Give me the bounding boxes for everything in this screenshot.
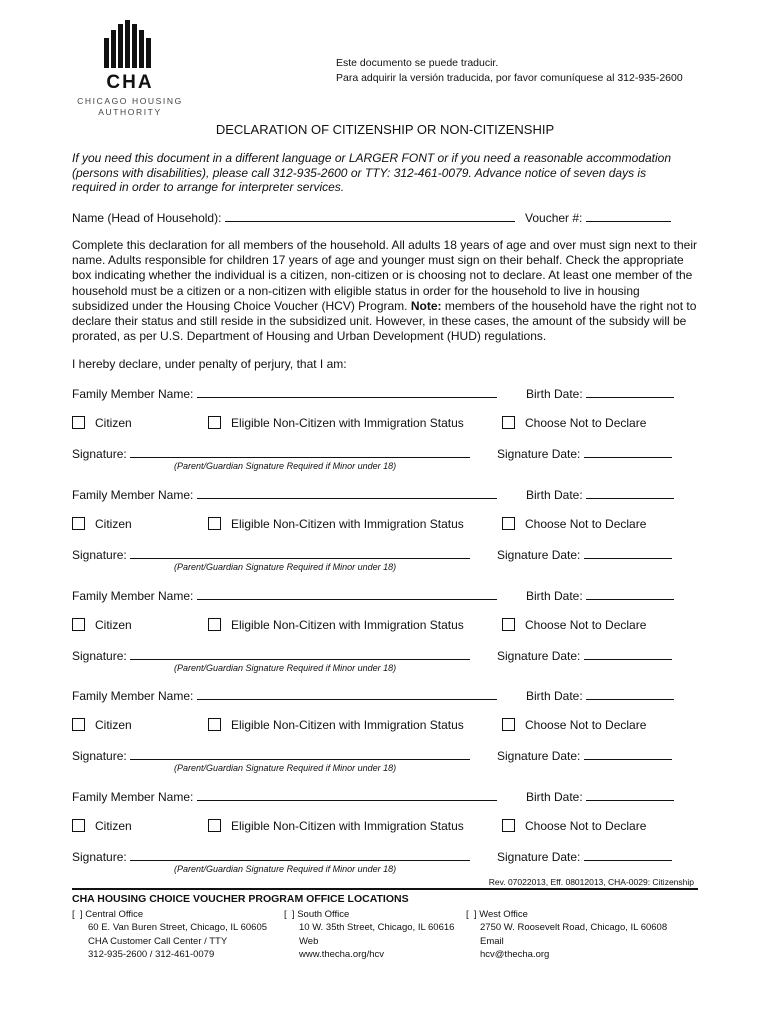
- signature-row: [72, 849, 470, 864]
- signature-date-field[interactable]: [584, 748, 672, 760]
- signature-date-row: [497, 446, 672, 461]
- head-name-label: Name (Head of Household):: [72, 211, 222, 225]
- signature-date-row: [497, 648, 672, 663]
- west-office: [ ] West Office 2750 W. Roosevelt Road, Chicago, IL 60608 Email hcv@thecha.org: [466, 909, 668, 960]
- eligible-label: Eligible Non-Citizen with Immigration Status: [231, 718, 464, 732]
- signature-date-field[interactable]: [584, 648, 672, 660]
- not-declare-checkbox[interactable]: [502, 618, 515, 631]
- signature-date-label: Signature Date:: [497, 749, 581, 763]
- instructions-text: [72, 238, 698, 344]
- signature-date-field[interactable]: [584, 547, 672, 559]
- option-eligible[interactable]: [208, 416, 464, 430]
- option-eligible[interactable]: [208, 517, 464, 531]
- member-name-field[interactable]: [197, 588, 497, 600]
- eligible-checkbox[interactable]: [208, 517, 221, 530]
- logo-text: CHA: [106, 72, 154, 93]
- signature-row: [72, 446, 470, 461]
- guardian-note: (Parent/Guardian Signature Required if Minor under 18): [174, 562, 397, 572]
- option-citizen[interactable]: [72, 819, 132, 833]
- signature-date-row: [497, 547, 672, 562]
- eligible-label: Eligible Non-Citizen with Immigration Status: [231, 416, 464, 430]
- instructions-part1: Complete this declaration for all members of the household. All adults 18 years of age and over must sign next to their name. Adults responsible for children 17 years of age and younger must sign on their behalf. Check the appropriate box indicating whether the individual is a citizen, non-citizen or is choosing not to declare. At least one member of the household must be a citizen or a non-citizen with eligible status in order for the household to live in housing subsidized under the Housing Choice Voucher (HCV) Program.: [72, 238, 698, 313]
- birth-date-label: Birth Date:: [526, 387, 583, 401]
- eligible-label: Eligible Non-Citizen with Immigration Status: [231, 819, 464, 833]
- eligible-checkbox[interactable]: [208, 718, 221, 731]
- signature-date-label: Signature Date:: [497, 850, 581, 864]
- option-not-declare[interactable]: [502, 819, 646, 833]
- birth-date-row: [526, 386, 674, 401]
- guardian-note: (Parent/Guardian Signature Required if Minor under 18): [174, 763, 397, 773]
- signature-label: Signature:: [72, 749, 127, 763]
- option-citizen[interactable]: [72, 718, 132, 732]
- instructions-part2: members of the household have the right not to declare their status and still reside in the subsidized unit. However, in these cases, the amount of the subsidy will be prorated, as per U.S. Department of Housing and Urban Development (HUD) regulations.: [72, 298, 697, 344]
- member-name-row: [72, 789, 497, 804]
- web-value[interactable]: www.thecha.org/hcv: [299, 948, 385, 960]
- member-name-row: [72, 386, 497, 401]
- not-declare-label: Choose Not to Declare: [525, 416, 647, 430]
- signature-label: Signature:: [72, 447, 127, 461]
- birth-date-row: [526, 789, 674, 804]
- member-name-row: [72, 487, 497, 502]
- cha-logo-icon: [104, 20, 156, 68]
- west-office-address: 2750 W. Roosevelt Road, Chicago, IL 60608: [480, 921, 668, 933]
- translate-note-2: Para adquirir la versión traducida, por favor comuníquese al 312-935-2600: [336, 72, 683, 84]
- revision-note: Rev. 07022013, Eff. 08012013, CHA-0029: Citizenship: [488, 877, 694, 887]
- logo-subtitle-2: AUTHORITY: [98, 107, 162, 117]
- central-office: [ ] Central Office 60 E. Van Buren Street, Chicago, IL 60605 CHA Customer Call Center / TTY 312-935-2600 / 312-461-0079: [72, 909, 268, 960]
- birth-date-field[interactable]: [586, 789, 674, 801]
- not-declare-checkbox[interactable]: [502, 416, 515, 429]
- south-office: [ ] South Office 10 W. 35th Street, Chicago, IL 60616 Web www.thecha.org/hcv: [284, 909, 455, 960]
- member-name-row: [72, 688, 497, 703]
- birth-date-row: [526, 487, 674, 502]
- head-name-row: [72, 210, 515, 225]
- member-name-field[interactable]: [197, 487, 497, 499]
- option-not-declare[interactable]: [502, 416, 646, 430]
- member-name-field[interactable]: [197, 386, 497, 398]
- central-office-address: 60 E. Van Buren Street, Chicago, IL 60605: [88, 921, 268, 933]
- option-not-declare[interactable]: [502, 517, 646, 531]
- eligible-label: Eligible Non-Citizen with Immigration Status: [231, 517, 464, 531]
- voucher-label: Voucher #:: [525, 211, 583, 225]
- birth-date-label: Birth Date:: [526, 790, 583, 804]
- web-label: Web: [299, 936, 319, 947]
- birth-date-label: Birth Date:: [526, 589, 583, 603]
- not-declare-checkbox[interactable]: [502, 517, 515, 530]
- signature-label: Signature:: [72, 548, 127, 562]
- voucher-row: [525, 210, 671, 225]
- birth-date-row: [526, 688, 674, 703]
- voucher-field[interactable]: [586, 210, 671, 222]
- birth-date-field[interactable]: [586, 588, 674, 600]
- signature-field[interactable]: [130, 547, 470, 559]
- signature-date-label: Signature Date:: [497, 649, 581, 663]
- intro-text: If you need this document in a different language or LARGER FONT or if you need a reasonable accommodation (persons with disabilities), please call 312-935-2600 or TTY: 312-461-0079. Advance notice of seven days is required in order to arrange for interpreter services.: [72, 151, 672, 194]
- not-declare-checkbox[interactable]: [502, 819, 515, 832]
- citizen-checkbox[interactable]: [72, 416, 85, 429]
- member-name-row: [72, 588, 497, 603]
- not-declare-checkbox[interactable]: [502, 718, 515, 731]
- page-title: DECLARATION OF CITIZENSHIP OR NON-CITIZENSHIP: [215, 122, 555, 137]
- signature-date-label: Signature Date:: [497, 548, 581, 562]
- guardian-note: (Parent/Guardian Signature Required if Minor under 18): [174, 864, 397, 874]
- signature-label: Signature:: [72, 850, 127, 864]
- central-office-label: Central Office: [85, 909, 144, 920]
- instructions-note-label: Note:: [410, 298, 442, 313]
- birth-date-field[interactable]: [586, 688, 674, 700]
- email-value[interactable]: hcv@thecha.org: [480, 948, 550, 960]
- birth-date-label: Birth Date:: [526, 488, 583, 502]
- option-citizen[interactable]: [72, 618, 132, 632]
- citizen-label: Citizen: [95, 416, 132, 430]
- option-eligible[interactable]: [208, 819, 464, 833]
- call-center-label: CHA Customer Call Center / TTY: [88, 936, 228, 947]
- option-not-declare[interactable]: [502, 618, 646, 632]
- member-name-label: Family Member Name:: [72, 387, 194, 401]
- signature-row: [72, 748, 470, 763]
- citizen-label: Citizen: [95, 718, 132, 732]
- option-citizen[interactable]: [72, 517, 132, 531]
- option-eligible[interactable]: [208, 618, 464, 632]
- birth-date-field[interactable]: [586, 386, 674, 398]
- signature-field[interactable]: [130, 849, 470, 861]
- call-center-value: 312-935-2600 / 312-461-0079: [88, 948, 215, 960]
- citizen-checkbox[interactable]: [72, 718, 85, 731]
- signature-date-field[interactable]: [584, 446, 672, 458]
- eligible-label: Eligible Non-Citizen with Immigration Status: [231, 618, 464, 632]
- signature-field[interactable]: [130, 446, 470, 458]
- birth-date-field[interactable]: [586, 487, 674, 499]
- citizen-checkbox[interactable]: [72, 517, 85, 530]
- option-citizen[interactable]: [72, 416, 132, 430]
- guardian-note: (Parent/Guardian Signature Required if Minor under 18): [174, 461, 397, 471]
- signature-row: [72, 547, 470, 562]
- citizen-label: Citizen: [95, 618, 132, 632]
- option-eligible[interactable]: [208, 718, 464, 732]
- eligible-checkbox[interactable]: [208, 618, 221, 631]
- not-declare-label: Choose Not to Declare: [525, 718, 647, 732]
- signature-row: [72, 648, 470, 663]
- offices-title: CHA HOUSING CHOICE VOUCHER PROGRAM OFFICE LOCATIONS: [72, 893, 409, 905]
- member-name-label: Family Member Name:: [72, 488, 194, 502]
- birth-date-label: Birth Date:: [526, 689, 583, 703]
- eligible-checkbox[interactable]: [208, 819, 221, 832]
- guardian-note: (Parent/Guardian Signature Required if Minor under 18): [174, 663, 397, 673]
- member-name-field[interactable]: [197, 688, 497, 700]
- not-declare-label: Choose Not to Declare: [525, 517, 647, 531]
- not-declare-label: Choose Not to Declare: [525, 819, 647, 833]
- footer-divider: [72, 888, 698, 890]
- option-not-declare[interactable]: [502, 718, 646, 732]
- birth-date-row: [526, 588, 674, 603]
- south-office-address: 10 W. 35th Street, Chicago, IL 60616: [299, 921, 455, 933]
- eligible-checkbox[interactable]: [208, 416, 221, 429]
- signature-label: Signature:: [72, 649, 127, 663]
- member-name-field[interactable]: [197, 789, 497, 801]
- member-name-label: Family Member Name:: [72, 589, 194, 603]
- west-office-label: West Office: [479, 909, 528, 920]
- not-declare-label: Choose Not to Declare: [525, 618, 647, 632]
- member-name-label: Family Member Name:: [72, 790, 194, 804]
- citizen-checkbox[interactable]: [72, 819, 85, 832]
- citizen-label: Citizen: [95, 819, 132, 833]
- signature-field[interactable]: [130, 748, 470, 760]
- signature-date-field[interactable]: [584, 849, 672, 861]
- member-name-label: Family Member Name:: [72, 689, 194, 703]
- citizen-label: Citizen: [95, 517, 132, 531]
- citizen-checkbox[interactable]: [72, 618, 85, 631]
- email-label: Email: [480, 936, 504, 947]
- signature-date-row: [497, 748, 672, 763]
- head-name-field[interactable]: [225, 210, 515, 222]
- signature-date-row: [497, 849, 672, 864]
- translate-note-1: Este documento se puede traducir.: [336, 57, 499, 69]
- logo-subtitle-1: CHICAGO HOUSING: [77, 96, 183, 106]
- signature-field[interactable]: [130, 648, 470, 660]
- signature-date-label: Signature Date:: [497, 447, 581, 461]
- declare-text: I hereby declare, under penalty of perjury, that I am:: [72, 357, 347, 371]
- south-office-label: South Office: [297, 909, 350, 920]
